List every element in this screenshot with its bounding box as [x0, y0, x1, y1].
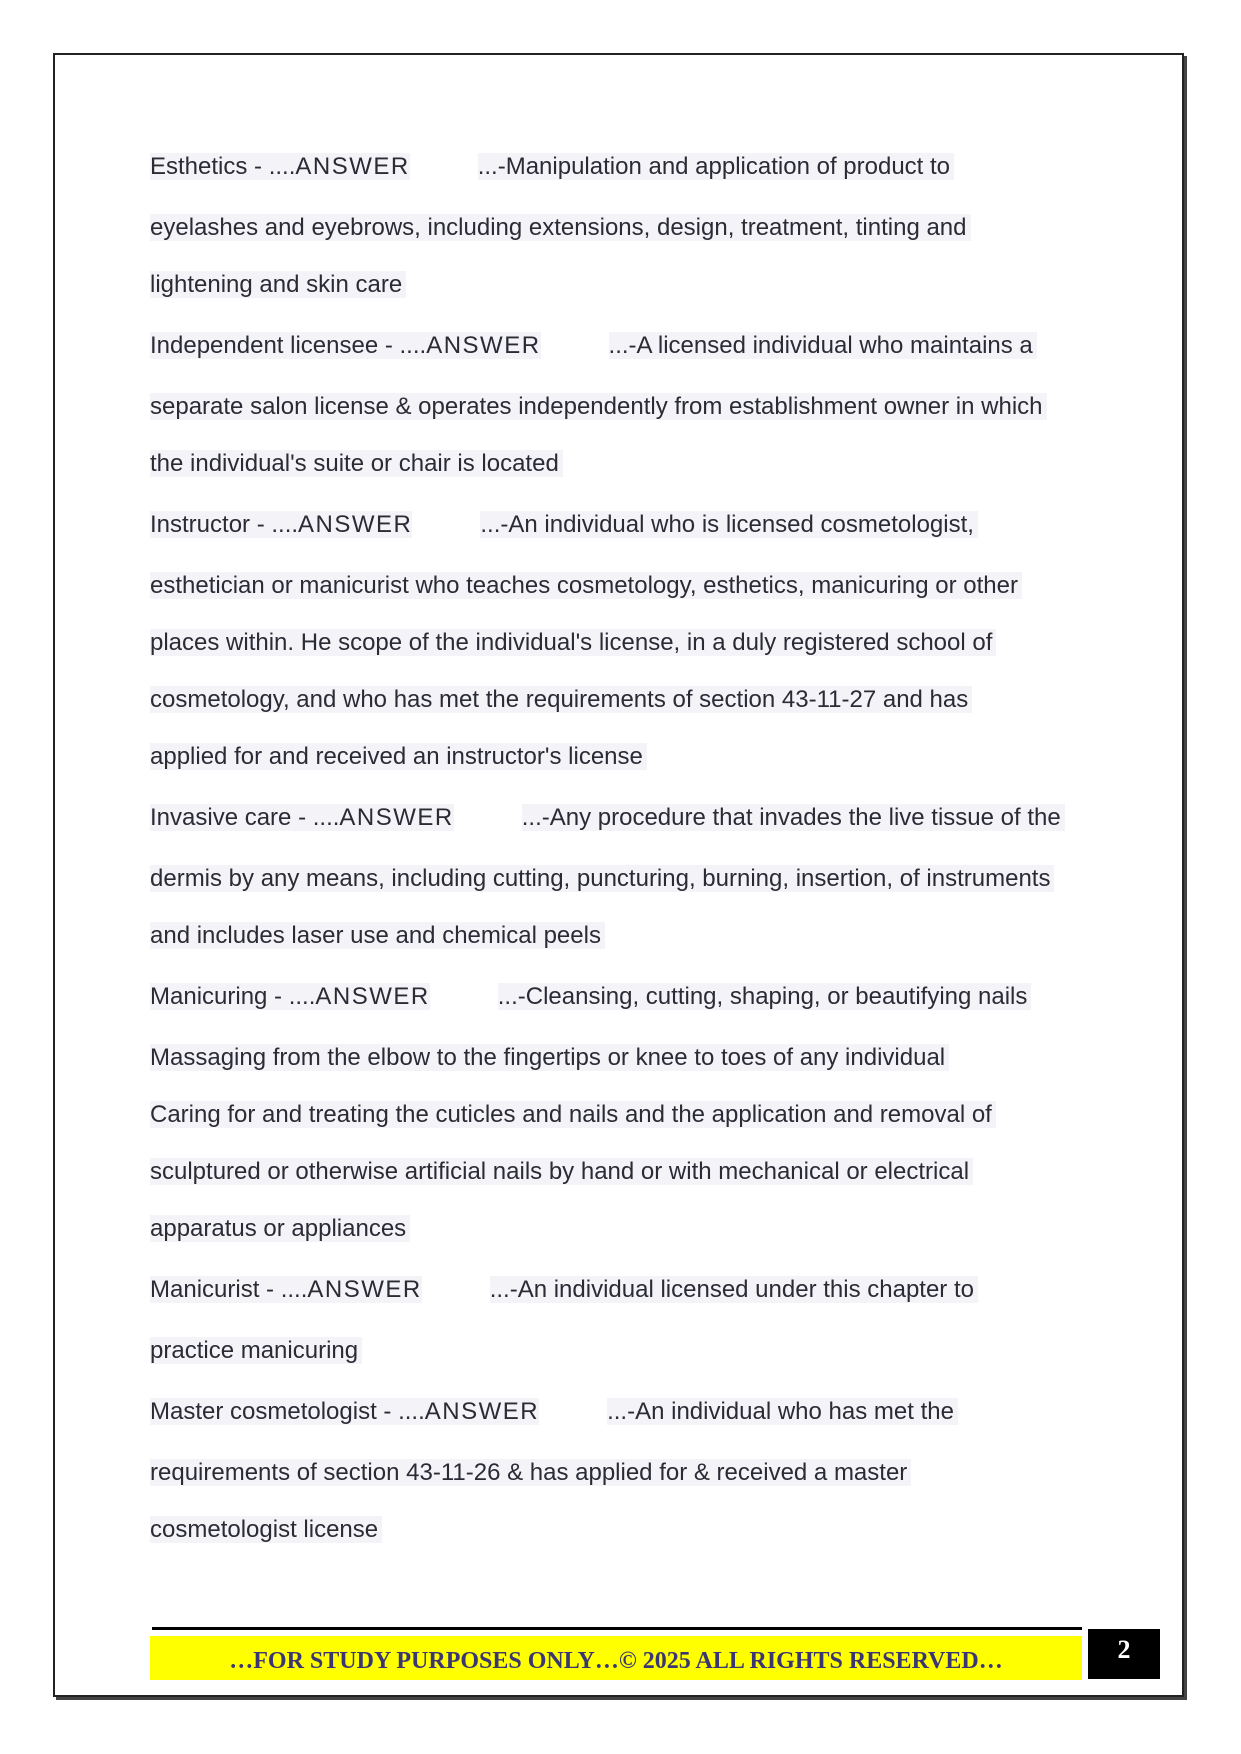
entry-continuation: places within. He scope of the individual's license, in a duly registered school of: [150, 626, 996, 660]
entry-first-line: [150, 980, 1031, 1014]
entry-definition: ...-Manipulation and application of product to: [478, 153, 954, 180]
entry-continuation: esthetician or manicurist who teaches cosmetology, esthetics, manicuring or other: [150, 569, 1022, 603]
entry-definition: ...-A licensed individual who maintains a: [609, 332, 1037, 359]
footer-rule: [152, 1627, 1082, 1630]
entry-continuation: Massaging from the elbow to the fingertips or knee to toes of any individual: [150, 1041, 949, 1075]
entry-continuation: requirements of section 43-11-26 & has applied for & received a master: [150, 1456, 911, 1490]
entry-continuation: cosmetology, and who has met the requirements of section 43-11-27 and has: [150, 683, 972, 717]
entry-definition: ...-Any procedure that invades the live tissue of the: [522, 804, 1065, 831]
entry-term: Manicuring - ....: [150, 983, 316, 1010]
entry-continuation: separate salon license & operates independently from establishment owner in which: [150, 390, 1047, 424]
entry-first-line: [150, 150, 954, 184]
entry-term: Manicurist - ....: [150, 1276, 308, 1303]
entry-continuation: lightening and skin care: [150, 268, 406, 302]
footer-notice: …FOR STUDY PURPOSES ONLY…© 2025 ALL RIGHTS RESERVED…: [150, 1636, 1082, 1680]
entry-first-line: [150, 1273, 978, 1307]
answer-label: ANSWER: [339, 804, 454, 831]
entry-term: Master cosmetologist - ....: [150, 1398, 425, 1425]
entry-definition: ...-An individual who is licensed cosmetologist,: [480, 511, 978, 538]
entry-first-line: [150, 508, 978, 542]
entry-term: Invasive care - ....: [150, 804, 340, 831]
entry-continuation: applied for and received an instructor's license: [150, 740, 647, 774]
entry-continuation: dermis by any means, including cutting, puncturing, burning, insertion, of instruments: [150, 862, 1054, 896]
page-number: 2: [1088, 1629, 1160, 1679]
entry-first-line: [150, 1395, 958, 1429]
entry-continuation: practice manicuring: [150, 1334, 362, 1368]
entry-definition: ...-An individual licensed under this chapter to: [490, 1276, 978, 1303]
entry-first-line: [150, 801, 1065, 835]
entry-continuation: eyelashes and eyebrows, including extensions, design, treatment, tinting and: [150, 211, 971, 245]
entry-definition: ...-Cleansing, cutting, shaping, or beautifying nails: [498, 983, 1032, 1010]
answer-label: ANSWER: [295, 153, 410, 180]
entry-first-line: [150, 329, 1037, 363]
entry-term: Instructor - ....: [150, 511, 299, 538]
answer-label: ANSWER: [426, 332, 541, 359]
entry-term: Independent licensee - ....: [150, 332, 427, 359]
answer-label: ANSWER: [307, 1276, 422, 1303]
entry-continuation: sculptured or otherwise artificial nails by hand or with mechanical or electrical: [150, 1155, 973, 1189]
answer-label: ANSWER: [298, 511, 413, 538]
entry-definition: ...-An individual who has met the: [607, 1398, 958, 1425]
entry-continuation: Caring for and treating the cuticles and nails and the application and removal of: [150, 1098, 996, 1132]
entry-continuation: and includes laser use and chemical peels: [150, 919, 605, 953]
entry-continuation: cosmetologist license: [150, 1513, 382, 1547]
entry-term: Esthetics - ....: [150, 153, 296, 180]
answer-label: ANSWER: [424, 1398, 540, 1425]
entry-continuation: apparatus or appliances: [150, 1212, 410, 1246]
answer-label: ANSWER: [315, 983, 430, 1010]
entry-continuation: the individual's suite or chair is located: [150, 447, 563, 481]
